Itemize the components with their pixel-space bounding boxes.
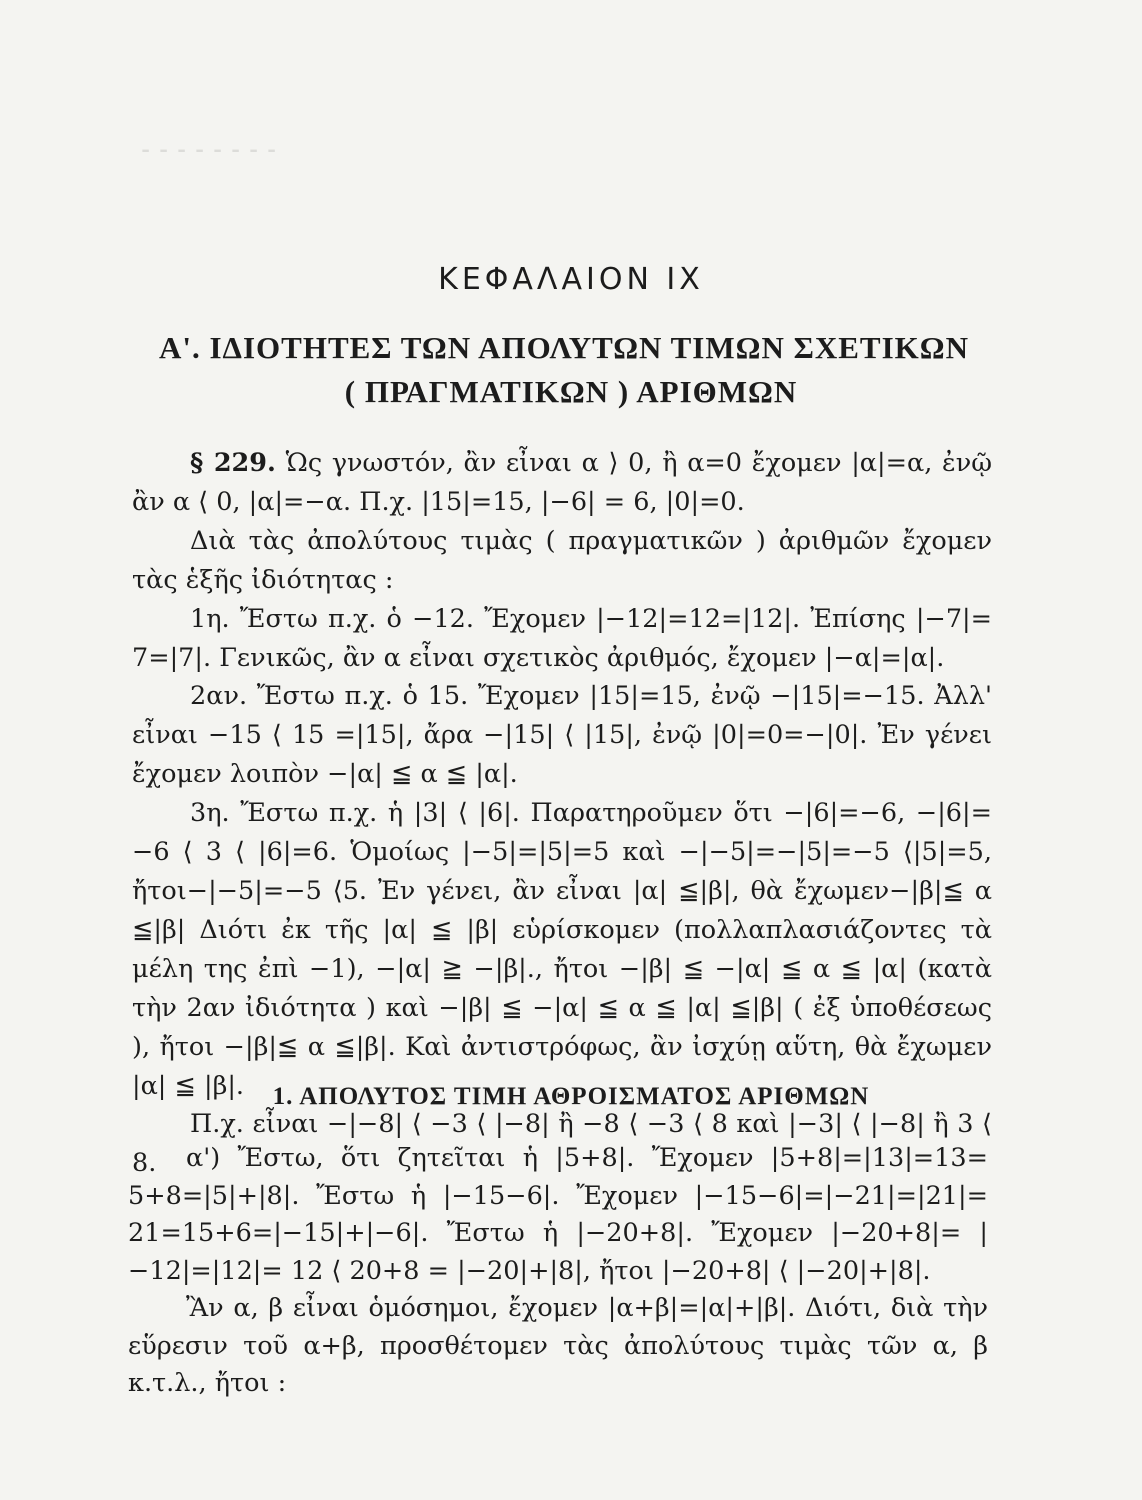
example-paragraph: Π.χ. εἶναι −|−8| ⟨ −3 ⟨ |−8| ἢ −8 ⟨ −3 ⟨ 8 καὶ |−3| ⟨ |−8| ἢ 3 ⟨ 8. — [132, 1109, 992, 1179]
section-229-body — [132, 444, 992, 1183]
chapter-heading: ΚΕΦΑΛΑΙΟΝ ΙΧ — [438, 262, 704, 297]
paragraph-same-sign: Ἂν α, β εἶναι ὁμόσημοι, ἔχομεν |α+β|=|α|+|β|. Διότι, διὰ τὴν εὕρεσιν τοῦ α+β, προσθέτομεν τὰς ἀπολύτους τιμὰς τῶν α, β κ.τ.λ., ἤτοι : — [128, 1293, 988, 1398]
paragraph-definition — [132, 444, 992, 522]
chapter-title-line1: Α'. ΙΔΙΟΤΗΤΕΣ ΤΩΝ ΑΠΟΛΥΤΩΝ ΤΙΜΩΝ ΣΧΕΤΙΚΩΝ — [158, 330, 969, 365]
property-1: 1η. Ἔστω π.χ. ὁ −12. Ἔχομεν |−12|=12=|12|. Ἐπίσης |−7|= 7=|7|. Γενικῶς, ἂν α εἶναι σχετικὸς ἀριθμός, ἔχομεν |−α|=|α|. — [132, 603, 992, 673]
paragraph-example-sums: α') Ἔστω, ὅτι ζητεῖται ἡ |5+8|. Ἔχομεν |5+8|=|13|=13= 5+8=|5|+|8|. Ἔστω ἡ |−15−6|. Ἔχομεν |−15−6|=|−21|=|21|= 21=15+6=|−15|+|−6|. Ἔστω ἡ |−20+8|. Ἔχομεν |−20+8|= |−12|=|12|= 12 ⟨ 20+8 = |−20|+|8|, ἤτοι |−20+8| ⟨ |−20|+|8|. — [128, 1143, 988, 1286]
subsection-heading: 1. ΑΠΟΛΥΤΟΣ ΤΙΜΗ ΑΘΡΟΙΣΜΑΤΟΣ ΑΡΙΘΜΩΝ — [272, 1083, 870, 1110]
property-3: 3η. Ἔστω π.χ. ἡ |3| ⟨ |6|. Παρατηροῦμεν ὅτι −|6|=−6, −|6|= −6 ⟨ 3 ⟨ |6|=6. Ὁμοίως |−5|=|5|=5 καὶ −|−5|=−|5|=−5 ⟨|5|=5, ἤτοι−|−5|=−5 ⟨5. Ἐν γένει, ἂν εἶναι |α| ≦|β|, θὰ ἔχωμεν−|β|≦ α ≦|β| Διότι ἐκ τῆς |α| ≦ |β| εὑρίσκομεν (πολλαπλασιάζοντες τὰ μέλη της ἐπὶ −1), −|α| ≧ −|β|., ἤτοι −|β| ≦ −|α| ≦ α ≦ |α| (κατὰ τὴν 2αν ἰδιότητα ) καὶ −|β| ≦ −|α| ≦ α ≦ |α| ≦|β| ( ἐξ ὑποθέσεως ), ἤτοι −|β|≦ α ≦|β|. Καὶ ἀντιστρόφως, ἂν ἰσχύῃ αὕτη, θὰ ἔχωμεν |α| ≦ |β|. — [132, 798, 992, 1101]
paragraph-1-text: Ὡς γνωστόν, ἂν εἶναι α ⟩ 0, ἢ α=0 ἔχομεν |α|=α, ἐνῷ ἂν α ⟨ 0, |α|=−α. Π.χ. |15|=15, |−6| = 6, |0|=0. — [132, 448, 992, 517]
bleed-through-text: ⁃ ⁃ ⁃ ⁃ ⁃ ⁃ ⁃ ⁃ — [140, 140, 277, 165]
chapter-title-line2: ( ΠΡΑΓΜΑΤΙΚΩΝ ) ΑΡΙΘΜΩΝ — [344, 374, 798, 409]
subsection-body — [128, 1140, 988, 1403]
property-2: 2αν. Ἔστω π.χ. ὁ 15. Ἔχομεν |15|=15, ἐνῷ −|15|=−15. Ἀλλ' εἶναι −15 ⟨ 15 =|15|, ἄρα −|15| ⟨ |15|, ἐνῷ |0|=0=−|0|. Ἐν γένει ἔχομεν λοιπὸν −|α| ≦ α ≦ |α|. — [132, 681, 992, 790]
section-mark: § 229. — [190, 448, 276, 478]
paragraph-2: Διὰ τὰς ἀπολύτους τιμὰς ( πραγματικῶν ) ἀριθμῶν ἔχομεν τὰς ἑξῆς ἰδιότητας : — [132, 525, 992, 595]
